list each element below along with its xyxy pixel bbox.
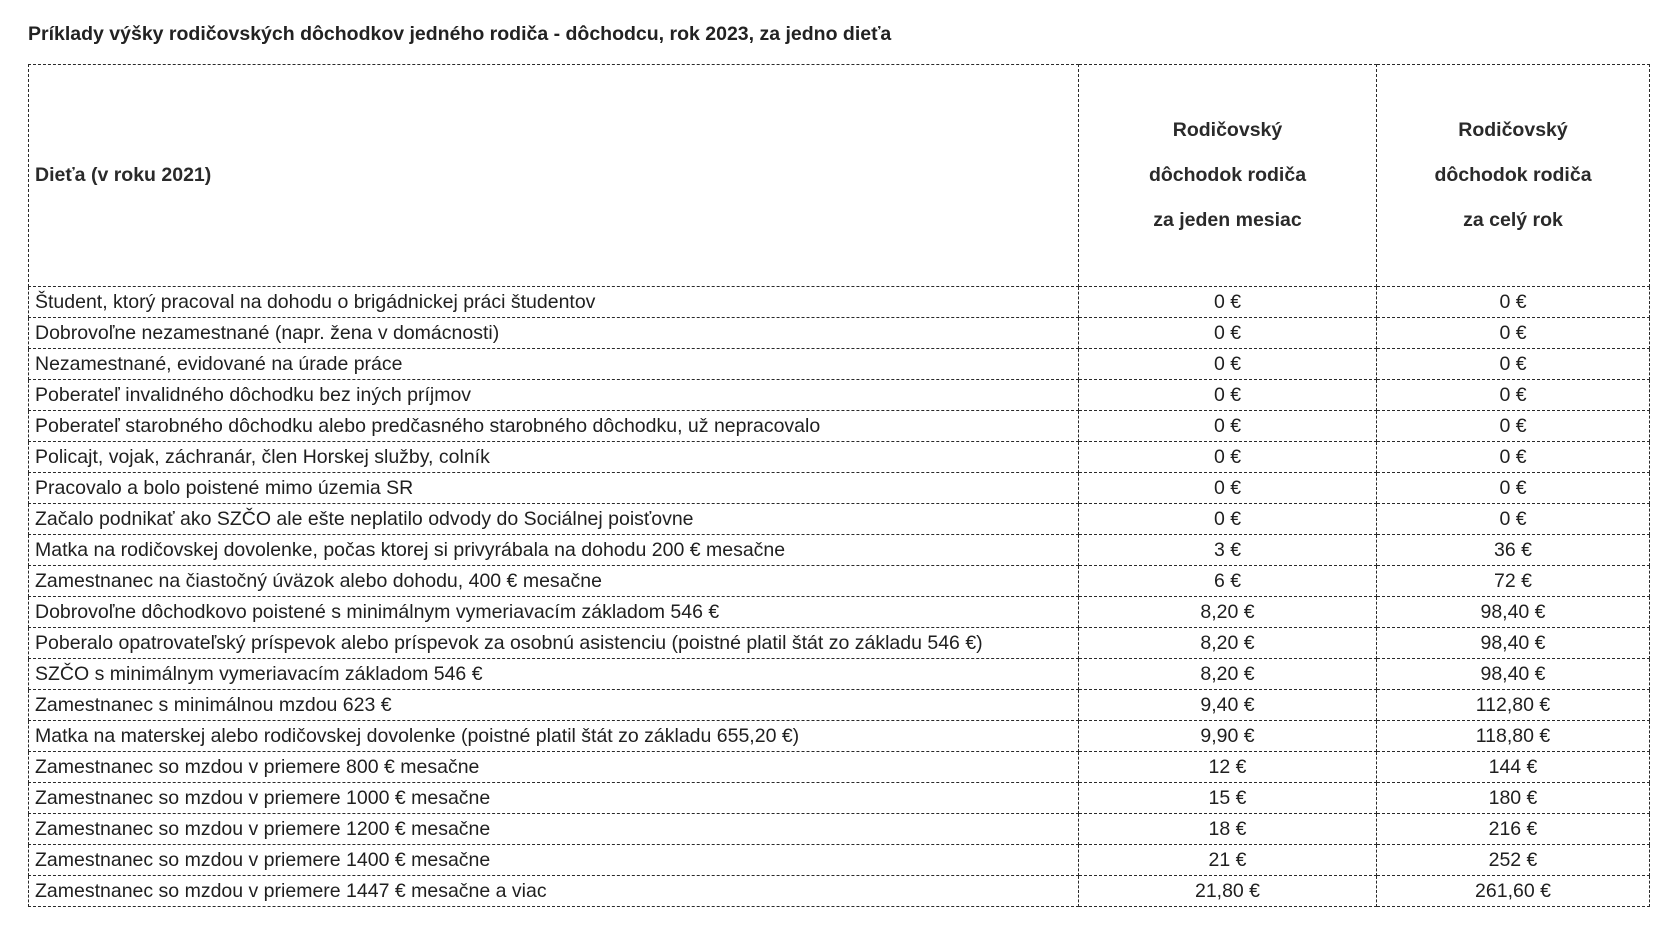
row-yearly-value: 144 € bbox=[1377, 752, 1650, 783]
row-yearly-value: 0 € bbox=[1377, 318, 1650, 349]
row-monthly-value: 21,80 € bbox=[1079, 876, 1377, 907]
row-label: Policajt, vojak, záchranár, člen Horskej služby, colník bbox=[29, 442, 1079, 473]
header-monthly-line: dôchodok rodiča bbox=[1148, 164, 1307, 186]
table-row bbox=[29, 783, 1650, 814]
row-label: Matka na rodičovskej dovolenke, počas ktorej si privyrábala na dohodu 200 € mesačne bbox=[29, 535, 1079, 566]
row-yearly-value: 0 € bbox=[1377, 473, 1650, 504]
row-yearly-value: 0 € bbox=[1377, 442, 1650, 473]
header-child: Dieťa (v roku 2021) bbox=[29, 65, 1079, 287]
row-yearly-value: 216 € bbox=[1377, 814, 1650, 845]
row-yearly-value: 98,40 € bbox=[1377, 597, 1650, 628]
row-label: Zamestnanec so mzdou v priemere 1200 € mesačne bbox=[29, 814, 1079, 845]
row-monthly-value: 0 € bbox=[1079, 380, 1377, 411]
table-row bbox=[29, 411, 1650, 442]
row-yearly-value: 261,60 € bbox=[1377, 876, 1650, 907]
row-yearly-value: 0 € bbox=[1377, 504, 1650, 535]
row-yearly-value: 0 € bbox=[1377, 411, 1650, 442]
table-row bbox=[29, 659, 1650, 690]
row-label: Nezamestnané, evidované na úrade práce bbox=[29, 349, 1079, 380]
table-row bbox=[29, 876, 1650, 907]
table-row bbox=[29, 504, 1650, 535]
header-monthly-line: Rodičovský bbox=[1172, 119, 1283, 141]
table-row bbox=[29, 442, 1650, 473]
pension-table bbox=[28, 64, 1650, 907]
row-monthly-value: 0 € bbox=[1079, 504, 1377, 535]
row-label: Pracovalo a bolo poistené mimo územia SR bbox=[29, 473, 1079, 504]
row-monthly-value: 8,20 € bbox=[1079, 628, 1377, 659]
table-row bbox=[29, 814, 1650, 845]
row-monthly-value: 0 € bbox=[1079, 287, 1377, 318]
row-label: Zamestnanec na čiastočný úväzok alebo dohodu, 400 € mesačne bbox=[29, 566, 1079, 597]
row-monthly-value: 0 € bbox=[1079, 349, 1377, 380]
row-label: Matka na materskej alebo rodičovskej dovolenke (poistné platil štát zo základu 655,20 €) bbox=[29, 721, 1079, 752]
table-row bbox=[29, 349, 1650, 380]
row-label: Zamestnanec so mzdou v priemere 1400 € mesačne bbox=[29, 845, 1079, 876]
header-yearly-line: za celý rok bbox=[1463, 209, 1563, 231]
row-yearly-value: 180 € bbox=[1377, 783, 1650, 814]
header-yearly-line: Rodičovský bbox=[1458, 119, 1568, 141]
row-label: Dobrovoľne dôchodkovo poistené s minimálnym vymeriavacím základom 546 € bbox=[29, 597, 1079, 628]
row-yearly-value: 112,80 € bbox=[1377, 690, 1650, 721]
row-label: Zamestnanec so mzdou v priemere 800 € mesačne bbox=[29, 752, 1079, 783]
row-label: Začalo podnikať ako SZČO ale ešte neplatilo odvody do Sociálnej poisťovne bbox=[29, 504, 1079, 535]
row-yearly-value: 0 € bbox=[1377, 380, 1650, 411]
row-label: Dobrovoľne nezamestnané (napr. žena v domácnosti) bbox=[29, 318, 1079, 349]
table-body bbox=[29, 287, 1650, 907]
header-monthly bbox=[1079, 65, 1377, 287]
row-yearly-value: 72 € bbox=[1377, 566, 1650, 597]
row-label: SZČO s minimálnym vymeriavacím základom 546 € bbox=[29, 659, 1079, 690]
row-yearly-value: 36 € bbox=[1377, 535, 1650, 566]
row-monthly-value: 9,90 € bbox=[1079, 721, 1377, 752]
row-yearly-value: 98,40 € bbox=[1377, 659, 1650, 690]
row-yearly-value: 98,40 € bbox=[1377, 628, 1650, 659]
table-row bbox=[29, 473, 1650, 504]
row-monthly-value: 8,20 € bbox=[1079, 659, 1377, 690]
row-label: Zamestnanec so mzdou v priemere 1447 € mesačne a viac bbox=[29, 876, 1079, 907]
table-row bbox=[29, 845, 1650, 876]
table-row bbox=[29, 628, 1650, 659]
row-monthly-value: 0 € bbox=[1079, 411, 1377, 442]
row-monthly-value: 3 € bbox=[1079, 535, 1377, 566]
row-monthly-value: 6 € bbox=[1079, 566, 1377, 597]
row-monthly-value: 0 € bbox=[1079, 442, 1377, 473]
row-label: Zamestnanec so mzdou v priemere 1000 € mesačne bbox=[29, 783, 1079, 814]
table-header-row bbox=[29, 65, 1650, 287]
table-row bbox=[29, 287, 1650, 318]
row-yearly-value: 0 € bbox=[1377, 287, 1650, 318]
row-monthly-value: 9,40 € bbox=[1079, 690, 1377, 721]
row-label: Študent, ktorý pracoval na dohodu o brigádnickej práci študentov bbox=[29, 287, 1079, 318]
row-label: Poberateľ starobného dôchodku alebo predčasného starobného dôchodku, už nepracovalo bbox=[29, 411, 1079, 442]
row-monthly-value: 0 € bbox=[1079, 473, 1377, 504]
table-row bbox=[29, 721, 1650, 752]
row-monthly-value: 21 € bbox=[1079, 845, 1377, 876]
table-row bbox=[29, 566, 1650, 597]
header-yearly-line: dôchodok rodiča bbox=[1434, 164, 1592, 186]
page-title: Príklady výšky rodičovských dôchodkov jedného rodiča - dôchodcu, rok 2023, za jedno dieťa bbox=[28, 23, 892, 45]
row-monthly-value: 12 € bbox=[1079, 752, 1377, 783]
row-yearly-value: 252 € bbox=[1377, 845, 1650, 876]
table-row bbox=[29, 380, 1650, 411]
row-label: Zamestnanec s minimálnou mzdou 623 € bbox=[29, 690, 1079, 721]
table-row bbox=[29, 597, 1650, 628]
header-yearly bbox=[1377, 65, 1650, 287]
row-yearly-value: 118,80 € bbox=[1377, 721, 1650, 752]
row-label: Poberateľ invalidného dôchodku bez iných príjmov bbox=[29, 380, 1079, 411]
table-row bbox=[29, 535, 1650, 566]
table-row bbox=[29, 318, 1650, 349]
table-row bbox=[29, 690, 1650, 721]
header-monthly-line: za jeden mesiac bbox=[1153, 209, 1302, 231]
row-monthly-value: 0 € bbox=[1079, 318, 1377, 349]
row-monthly-value: 15 € bbox=[1079, 783, 1377, 814]
row-monthly-value: 18 € bbox=[1079, 814, 1377, 845]
row-label: Poberalo opatrovateľský príspevok alebo príspevok za osobnú asistenciu (poistné platil štát zo základu 546 €) bbox=[29, 628, 1079, 659]
row-monthly-value: 8,20 € bbox=[1079, 597, 1377, 628]
row-yearly-value: 0 € bbox=[1377, 349, 1650, 380]
table-row bbox=[29, 752, 1650, 783]
